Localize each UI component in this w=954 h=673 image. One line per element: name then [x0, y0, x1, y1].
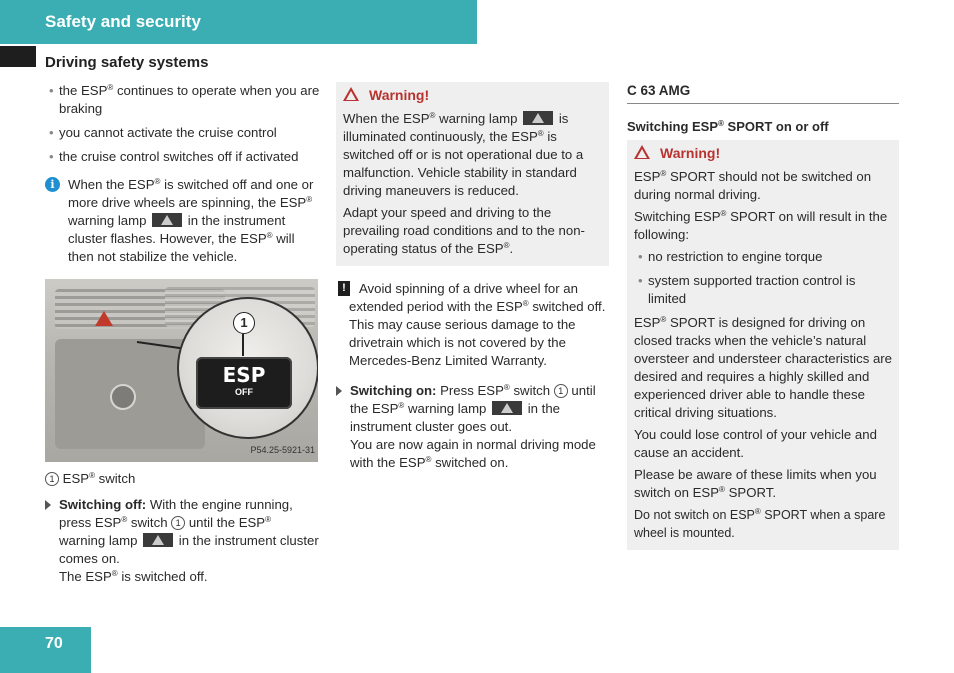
list-item: • no restriction to engine torque	[634, 248, 892, 266]
column-1	[45, 82, 320, 586]
warning-triangle-icon	[634, 145, 650, 159]
hazard-button-icon	[95, 311, 113, 326]
subheading: Switching ESP® SPORT on or off	[627, 119, 829, 134]
column-2	[336, 82, 609, 472]
damage-note: ! Avoid spinning of a drive wheel for an extended period with the ESP® switched off. This may cause serious damage to the drivetrain which is not covered by the Mercedes-Benz Limited Warranty.	[336, 280, 609, 370]
list-item: • you cannot activate the cruise control	[45, 124, 320, 142]
warning-paragraph: Adapt your speed and driving to the prevailing road conditions and to the non-operating status of the ESP®.	[343, 205, 585, 256]
esp-warning-lamp-icon	[152, 213, 182, 227]
info-note: i When the ESP® is switched off and one or more drive wheels are spinning, the ESP® warning lamp in the instrument cluster flashes. However, the ESP® will then not stabilize the vehicle.	[45, 176, 320, 266]
exclamation-icon: !	[338, 281, 350, 296]
step-switching-off: Switching off: With the engine running, press ESP® switch 1 until the ESP® warning lamp in the instrument cluster comes on. The ESP® is switched off.	[45, 496, 320, 586]
list-item: • the cruise control switches off if activated	[45, 148, 320, 166]
model-heading: C 63 AMG	[627, 82, 899, 104]
list-item: • system supported traction control is limited	[634, 272, 892, 308]
warning-heading: Warning!	[343, 86, 602, 104]
list-item: • the ESP® continues to operate when you are braking	[45, 82, 320, 118]
section-title: Driving safety systems	[45, 54, 209, 71]
chapter-header-bar	[0, 0, 477, 44]
esp-switch-photo	[45, 279, 318, 462]
esp-warning-lamp-icon	[143, 533, 173, 547]
photo-code: P54.25-5921-31	[250, 445, 315, 455]
esp-warning-lamp-icon	[523, 111, 553, 125]
section-marker	[0, 46, 36, 67]
esp-warning-lamp-icon	[492, 401, 522, 415]
figure-legend: 1 ESP® switch	[45, 470, 320, 488]
warning-triangle-icon	[343, 87, 359, 101]
chapter-title: Safety and security	[45, 12, 201, 31]
warning-box	[336, 82, 609, 266]
info-icon: i	[45, 177, 60, 192]
page-number: 70	[45, 635, 63, 652]
esp-off-button-image: ESP OFF	[196, 357, 292, 409]
warning-paragraph: When the ESP® warning lamp is illuminated continuously, the ESP® is switched off or is not operational due to a malfunction. Vehicle stability in standard driving maneuvers is reduced.	[343, 111, 584, 198]
page-number-box	[0, 627, 91, 673]
callout-1: 1	[233, 312, 255, 334]
sport-warning-box: Warning! ESP® SPORT should not be switched on during normal driving. Switching ESP® SPORT on will result in the following: • no restriction to engine torque • system supported traction control is limited ESP® SPORT is designed for driving on closed tracks when the vehicle’s natural oversteer and understeer characteristics are desired and requires a highly skilled and experienced driver able to handle these critical driving situations. You could lose control of your vehicle and cause an accident. Please be aware of these limits when you switch on ESP® SPORT. Do not switch on ESP® SPORT when a spare wheel is mounted.	[627, 140, 899, 550]
column-3	[627, 82, 899, 550]
warning-heading: Warning!	[634, 144, 892, 162]
step-switching-on: Switching on: Press ESP® switch 1 until the ESP® warning lamp in the instrument cluster goes out. You are now again in normal driving mode with the ESP® switched on.	[336, 382, 609, 472]
control-knob	[110, 384, 136, 410]
